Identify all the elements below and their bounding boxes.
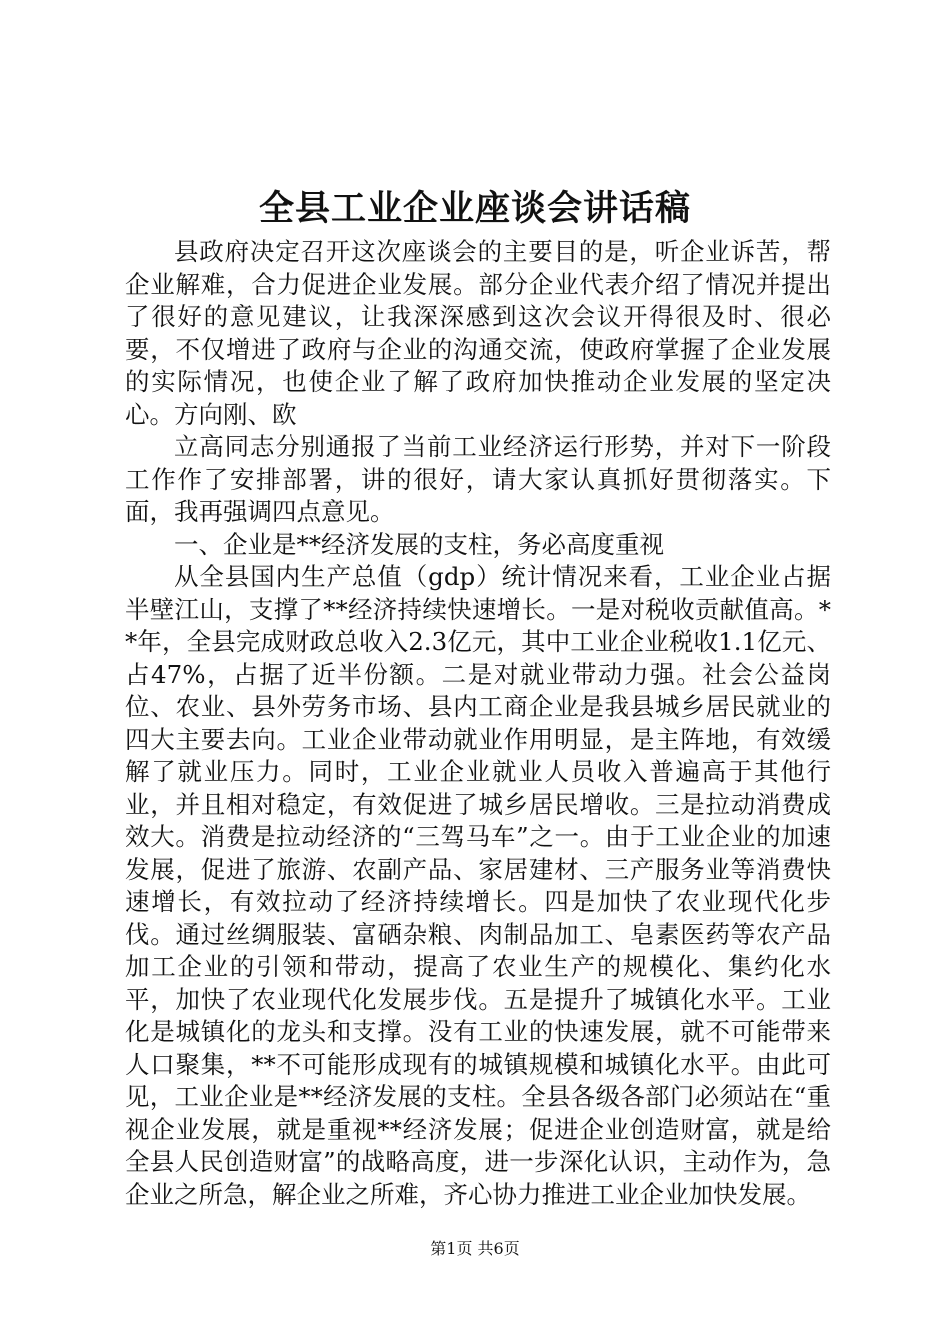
paragraph-intro: 县政府决定召开这次座谈会的主要目的是，听企业诉苦，帮企业解难，合力促进企业发展。部分企业代表介绍了情况并提出了很好的意见建议，让我深深感到这次会议开得很及时、很必要，不仅增进了政府与企业的沟通交流，使政府掌握了企业发展的实际情况，也使企业了解了政府加快推动企业发展的坚定决心。方向刚、欧 xyxy=(125,237,831,429)
paragraph-section-one: 从全县国内生产总值（gdp）统计情况来看，工业企业占据半壁江山，支撑了**经济持续快速增长。一是对税收贡献值高。**年，全县完成财政总收入2.3亿元，其中工业企业税收1.1亿元、占47%，占据了近半份额。二是对就业带动力强。社会公益岗位、农业、县外劳务市场、县内工商企业是我县城乡居民就业的四大主要去向。工业企业带动就业作用明显，是主阵地，有效缓解了就业压力。同时，工业企业就业人员收入普遍高于其他行业，并且相对稳定，有效促进了城乡居民增收。三是拉动消费成效大。消费是拉动经济的“三驾马车”之一。由于工业企业的加速发展，促进了旅游、农副产品、家居建材、三产服务业等消费快速增长，有效拉动了经济持续增长。四是加快了农业现代化步伐。通过丝绸服装、富硒杂粮、肉制品加工、皂素医药等农产品加工企业的引领和带动，提高了农业生产的规模化、集约化水平，加快了农业现代化发展步伐。五是提升了城镇化水平。工业化是城镇化的龙头和支撑。没有工业的快速发展，就不可能带来人口聚集，**不可能形成现有的城镇规模和城镇化水平。由此可见，工业企业是**经济发展的支柱。全县各级各部门必须站在“重视企业发展，就是重视**经济发展；促进企业创造财富，就是给全县人民创造财富”的战略高度，进一步深化认识，主动作为，急企业之所急，解企业之所难，齐心协力推进工业企业加快发展。 xyxy=(125,562,831,1209)
section-heading-one: 一、企业是**经济发展的支柱，务必高度重视 xyxy=(174,529,664,559)
document-body xyxy=(125,236,831,1211)
page-number-footer: 第1页 共6页 xyxy=(430,1239,520,1258)
paragraph-arrangement: 立高同志分别通报了当前工业经济运行形势，并对下一阶段工作作了安排部署，讲的很好，请大家认真抓好贯彻落实。下面，我再强调四点意见。 xyxy=(125,432,831,526)
document-title: 全县工业企业座谈会讲话稿 xyxy=(258,188,691,229)
